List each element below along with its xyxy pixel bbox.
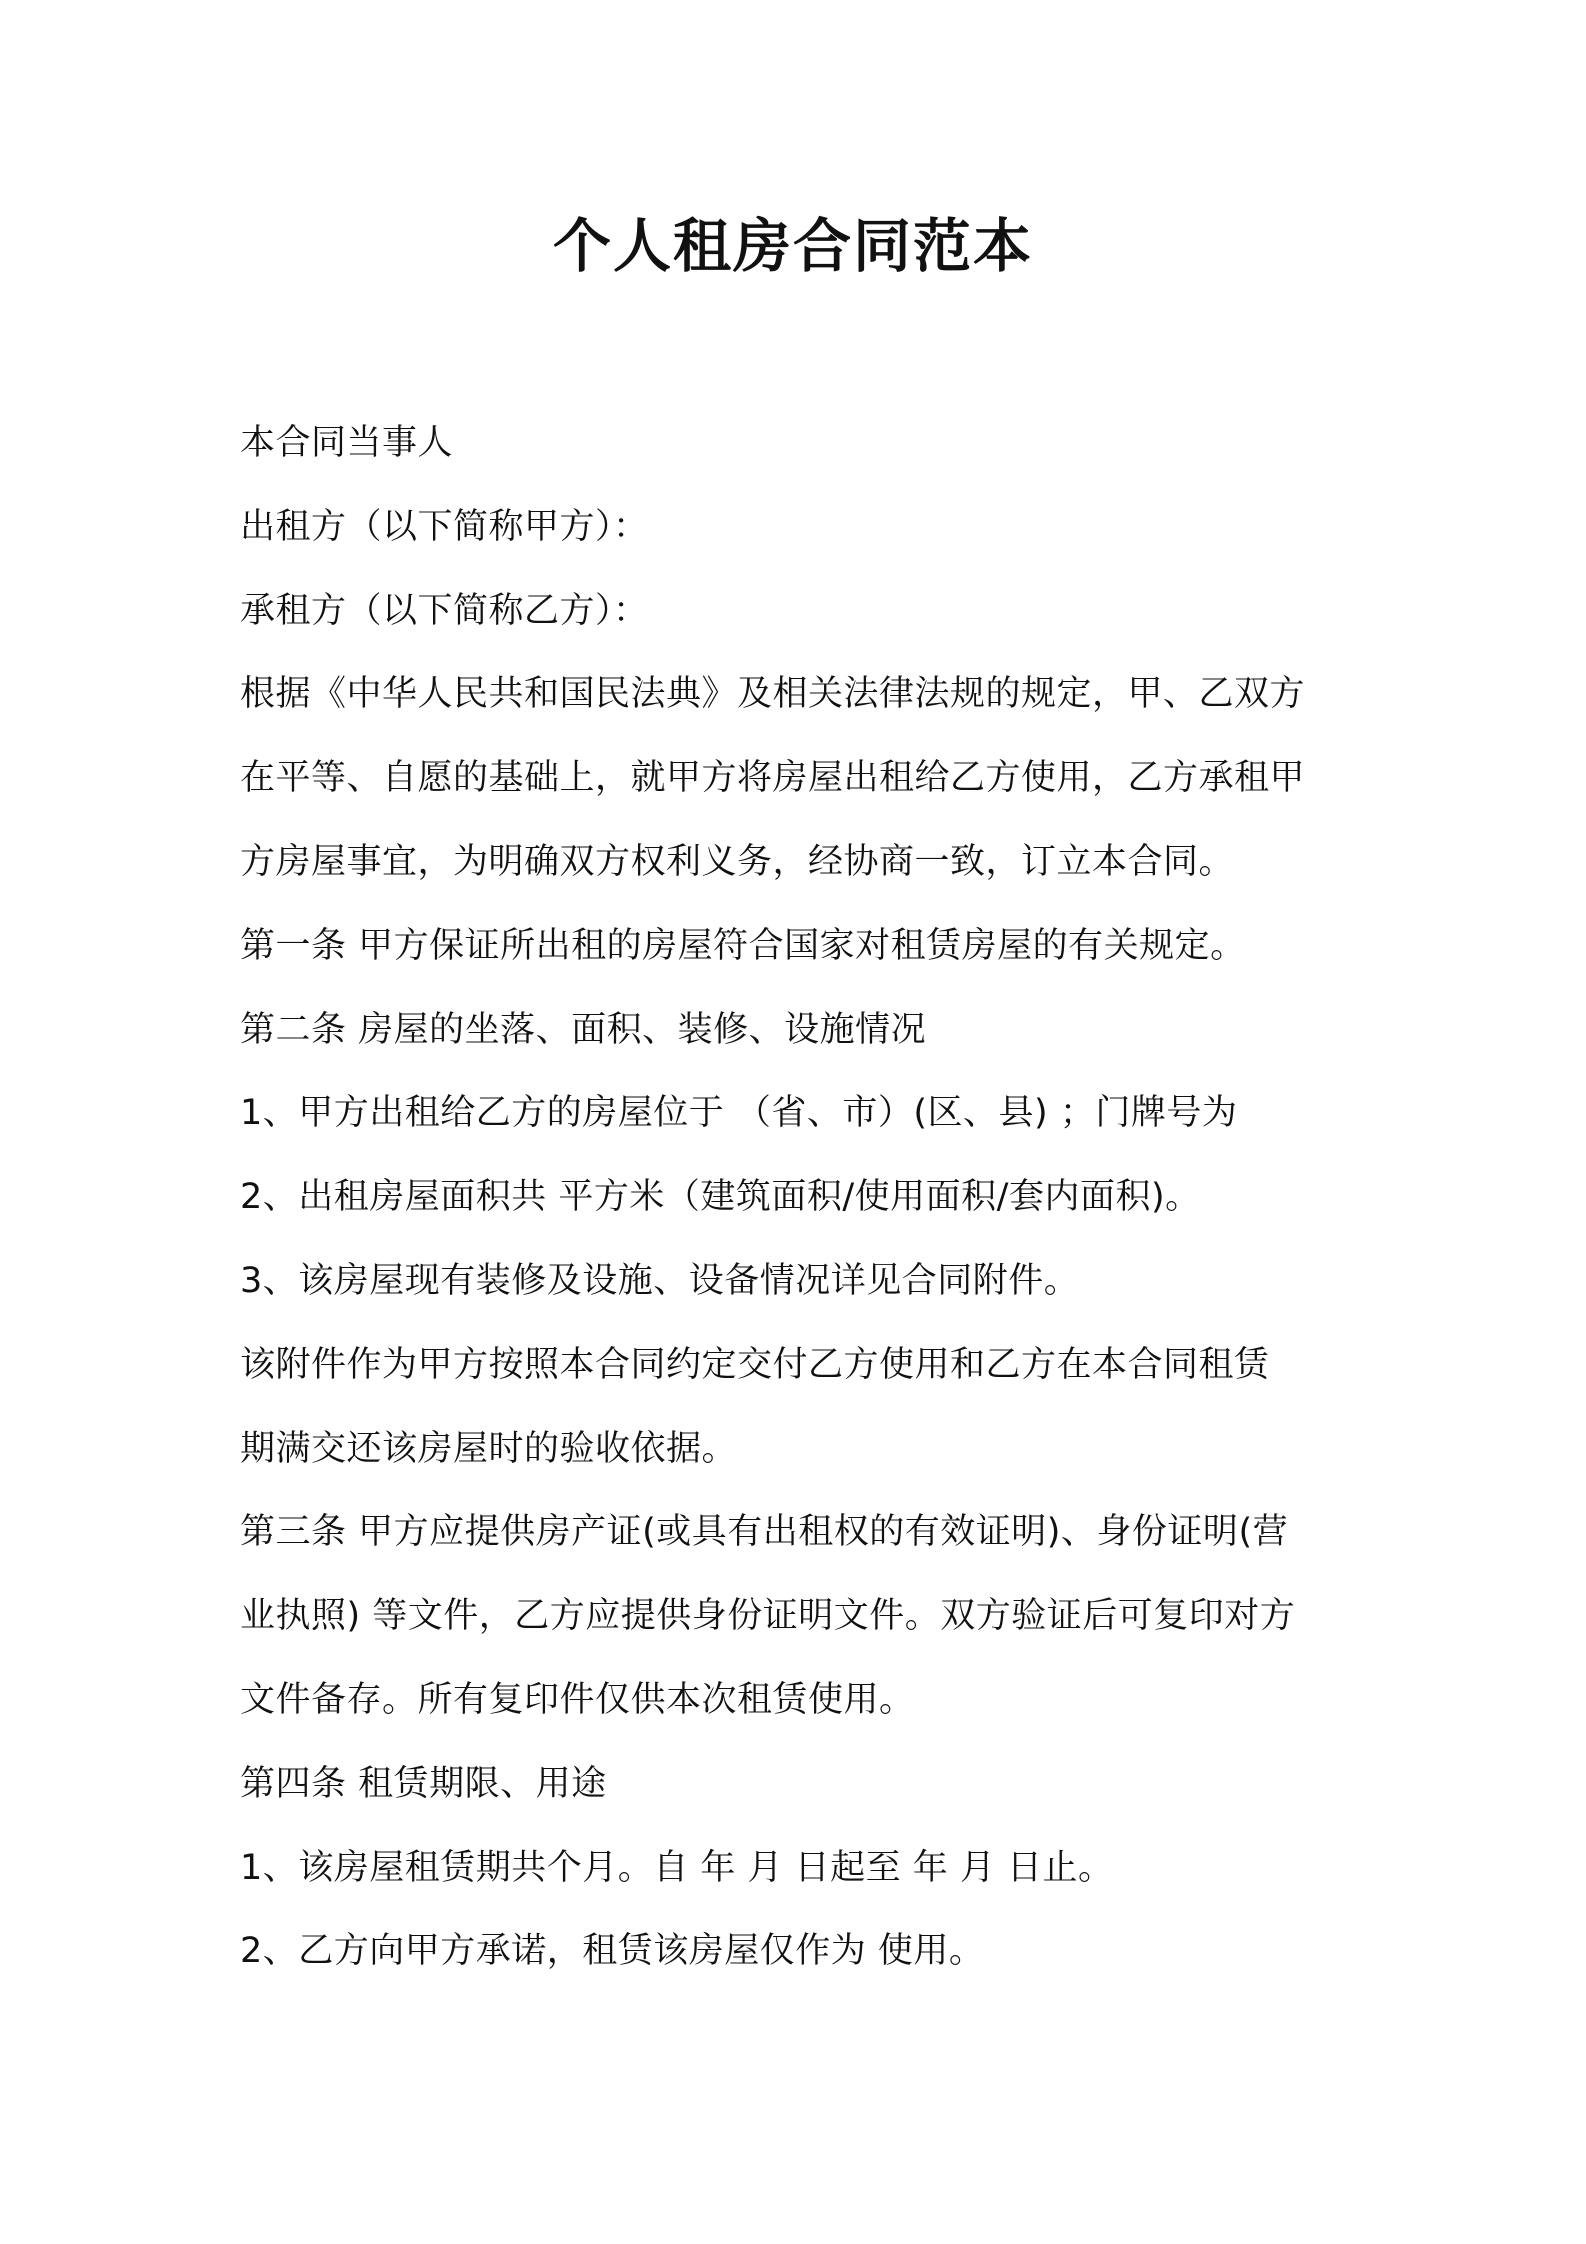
line-appendix-2: 期满交还该房屋时的验收依据。 (240, 1428, 738, 1469)
line-parties-heading: 本合同当事人 (240, 423, 454, 463)
line-article-2-heading: 第二条 房屋的坐落、面积、装修、设施情况 (240, 1009, 927, 1050)
line-article-3-2: 业执照) 等文件，乙方应提供身份证明文件。双方验证后可复印对方 (240, 1596, 1296, 1637)
line-article-4-item-1: 1、该房屋租赁期共个月。自 年 月 日起至 年 月 日止。 (240, 1847, 1114, 1888)
line-preamble-3: 方房屋事宜，为明确双方权利义务，经协商一致，订立本合同。 (240, 841, 1235, 882)
line-article-3-1: 第三条 甲方应提供房产证(或具有出租权的有效证明)、身份证明(营 (240, 1512, 1289, 1553)
line-appendix-1: 该附件作为甲方按照本合同约定交付乙方使用和乙方在本合同租赁 (240, 1344, 1270, 1385)
line-article-2-item-2: 2、出租房屋面积共 平方米（建筑面积/使用面积/套内面积)。 (240, 1177, 1201, 1218)
line-preamble-2: 在平等、自愿的基础上，就甲方将房屋出租给乙方使用，乙方承租甲 (240, 758, 1306, 799)
line-article-1: 第一条 甲方保证所出租的房屋符合国家对租赁房屋的有关规定。 (240, 925, 1246, 966)
document-body (240, 402, 1360, 1994)
line-article-4-item-2: 2、乙方向甲方承诺，租赁该房屋仅作为 使用。 (240, 1931, 985, 1972)
line-article-2-item-3: 3、该房屋现有装修及设施、设备情况详见合同附件。 (240, 1260, 1080, 1301)
line-lessee: 承租方（以下简称乙方）： (240, 590, 649, 631)
line-article-2-item-1: 1、甲方出租给乙方的房屋位于 （省、市）(区、县) ；门牌号为 (240, 1093, 1238, 1134)
line-article-3-3: 文件备存。所有复印件仅供本次租赁使用。 (240, 1679, 915, 1720)
line-preamble-1: 根据《中华人民共和国民法典》及相关法律法规的规定，甲、乙双方 (240, 674, 1306, 715)
document-title: 个人租房合同范本 (552, 212, 1033, 280)
line-article-4-heading: 第四条 租赁期限、用途 (240, 1763, 607, 1804)
line-lessor: 出租方（以下简称甲方）： (240, 506, 649, 547)
